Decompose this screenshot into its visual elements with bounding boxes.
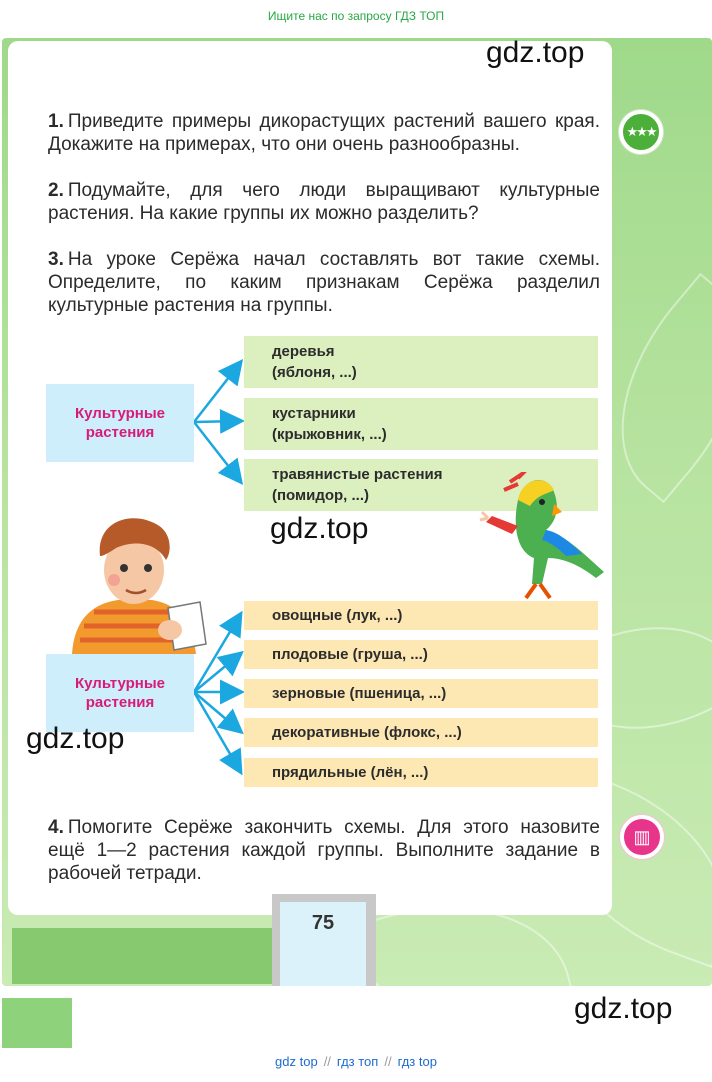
search-banner[interactable]: Ищите нас по запросу ГДЗ ТОП <box>267 9 445 23</box>
scheme2-root: Культурные растения <box>46 654 194 732</box>
task-number: 1. <box>48 111 64 132</box>
task-number: 2. <box>48 180 64 201</box>
task-text: Помогите Серёже закончить схемы. Для этого назовите ещё 1—2 растения каждой группы. Выполните задание в рабочей тетради. <box>48 817 600 884</box>
task-3 <box>48 248 600 317</box>
scheme1-group-trees: деревья (яблоня, ...) <box>244 336 598 388</box>
scheme2-group-fruit: плодовые (груша, ...) <box>244 640 598 669</box>
task-text: Приведите примеры дикорастущих растений вашего края. Докажите на примерах, что они очень разнообразны. <box>48 111 600 155</box>
footer-link[interactable]: гдз топ <box>336 1054 379 1069</box>
watermark: gdz.top <box>486 36 585 69</box>
watermark: gdz.top <box>26 722 125 755</box>
scheme2-group-spinning: прядильные (лён, ...) <box>244 758 598 787</box>
task-2 <box>48 179 600 225</box>
footer-link[interactable]: gdz top <box>275 1054 318 1069</box>
page-shadow <box>12 928 272 984</box>
watermark: gdz.top <box>270 512 369 545</box>
task-4 <box>48 816 600 885</box>
scheme1-root: Культурные растения <box>46 384 194 462</box>
footer-separator: // <box>323 1054 331 1069</box>
parrot-illustration <box>478 472 614 608</box>
footer-links <box>0 1054 712 1076</box>
scheme1-group-shrubs: кустарники (крыжовник, ...) <box>244 398 598 450</box>
scheme1-group-herbs: травянистые растения (помидор, ...) <box>244 459 598 511</box>
scheme2-group-vegetables: овощные (лук, ...) <box>244 601 598 630</box>
task-number: 4. <box>48 817 64 838</box>
stars-icon[interactable]: ★★★ <box>619 110 663 154</box>
task-text: Подумайте, для чего люди выращивают культурные растения. На какие группы их можно разделить? <box>48 180 600 224</box>
book-icon[interactable]: ▥ <box>620 815 664 859</box>
boy-illustration <box>60 512 210 654</box>
watermark: gdz.top <box>574 992 673 1025</box>
task-number: 3. <box>48 249 64 270</box>
page-number: 75 <box>280 902 366 986</box>
scheme2-group-grain: зерновые (пшеница, ...) <box>244 679 598 708</box>
scheme2-group-decorative: декоративные (флокс, ...) <box>244 718 598 747</box>
footer-link[interactable]: гдз top <box>397 1054 437 1069</box>
task-text: На уроке Серёжа начал составлять вот такие схемы. Определите, по каким признакам Серёжа разделил культурные растения на группы. <box>48 249 600 316</box>
footer-separator: // <box>384 1054 392 1069</box>
task-1 <box>48 110 600 156</box>
